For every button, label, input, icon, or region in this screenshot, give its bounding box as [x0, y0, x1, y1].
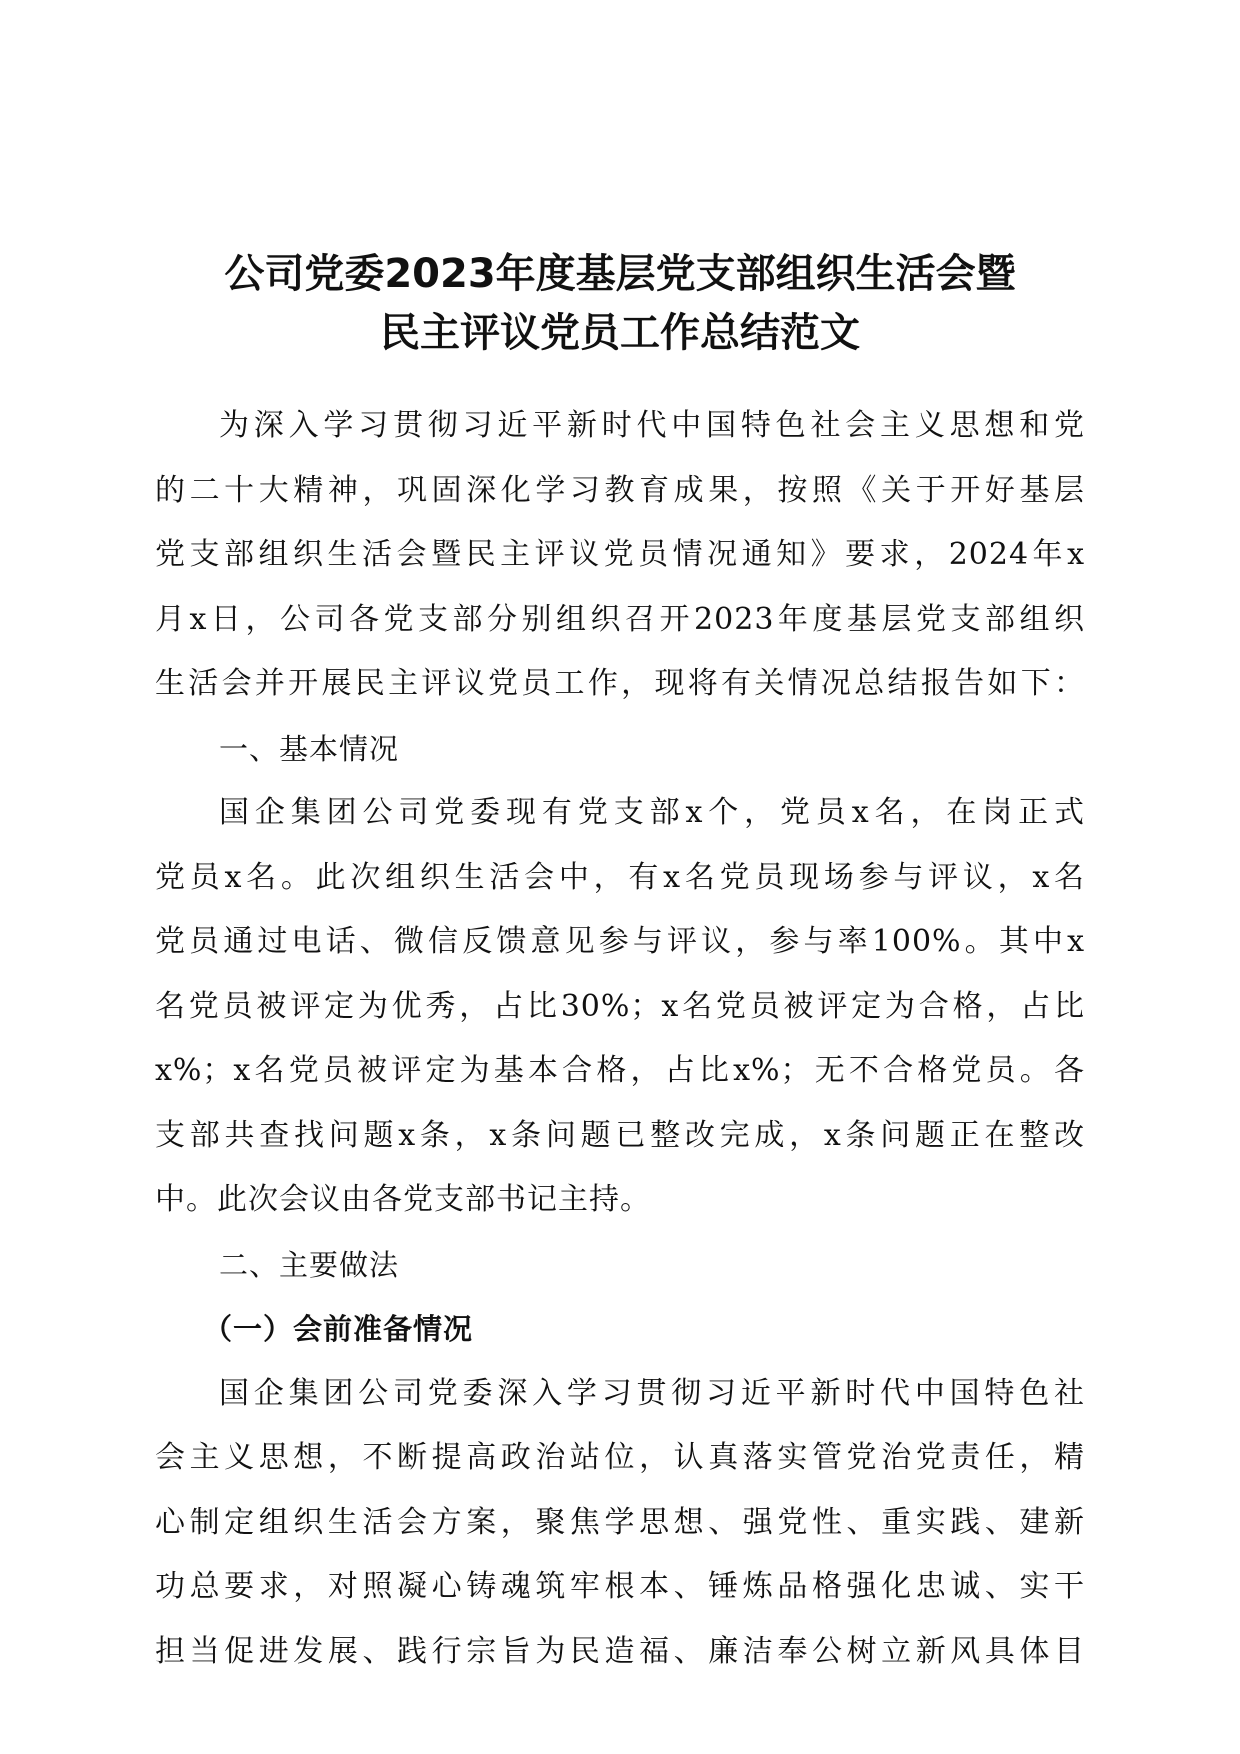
subsection-2-1-paragraph-line: 功总要求，对照凝心铸魂筑牢根本、锤炼品格强化忠诚、实干: [155, 1569, 1085, 1604]
section-1-paragraph-line: 党员x名。此次组织生活会中，有x名党员现场参与评议，x名: [155, 859, 1085, 895]
section-heading-basic-situation: 一、基本情况: [219, 731, 400, 766]
intro-paragraph-line: 党支部组织生活会暨民主评议党员情况通知》要求，2024年x: [155, 537, 1085, 572]
subsection-2-1-paragraph-line: 会主义思想，不断提高政治站位，认真落实管党治党责任，精: [155, 1440, 1085, 1475]
section-1-paragraph-line: 名党员被评定为优秀，占比30%；x名党员被评定为合格，占比: [155, 988, 1085, 1024]
subsection-heading-pre-meeting-preparation: （一）会前准备情况: [203, 1312, 474, 1346]
section-1-paragraph-line: 党员通过电话、微信反馈意见参与评议，参与率100%。其中x: [155, 924, 1085, 959]
section-1-paragraph-line: 国企集团公司党委现有党支部x个，党员x名，在岗正式: [219, 795, 1085, 830]
intro-paragraph-line: 的二十大精神，巩固深化学习教育成果，按照《关于开好基层: [155, 472, 1085, 508]
document-title-line-2: 民主评议党员工作总结范文: [380, 310, 860, 356]
section-1-paragraph-line: 支部共查找问题x条，x条问题已整改完成，x条问题正在整改: [155, 1117, 1085, 1153]
subsection-2-1-paragraph-line: 国企集团公司党委深入学习贯彻习近平新时代中国特色社: [219, 1375, 1085, 1411]
intro-paragraph-line: 为深入学习贯彻习近平新时代中国特色社会主义思想和党: [219, 408, 1085, 443]
section-1-paragraph-line: x%；x名党员被评定为基本合格，占比x%；无不合格党员。各: [155, 1053, 1085, 1088]
subsection-2-1-paragraph-line: 担当促进发展、践行宗旨为民造福、廉洁奉公树立新风具体目: [155, 1633, 1085, 1669]
intro-paragraph-line: 生活会并开展民主评议党员工作，现将有关情况总结报告如下：: [155, 666, 1085, 701]
subsection-2-1-paragraph-line: 心制定组织生活会方案，聚焦学思想、强党性、重实践、建新: [155, 1504, 1085, 1540]
section-1-paragraph-line: 中。此次会议由各党支部书记主持。: [155, 1182, 651, 1217]
document-title-line-1: 公司党委2023年度基层党支部组织生活会暨: [224, 251, 1016, 297]
document-body: [155, 394, 1085, 1684]
section-heading-main-practices: 二、主要做法: [219, 1247, 400, 1282]
intro-paragraph-line: 月x日，公司各党支部分别组织召开2023年度基层党支部组织: [155, 601, 1085, 637]
